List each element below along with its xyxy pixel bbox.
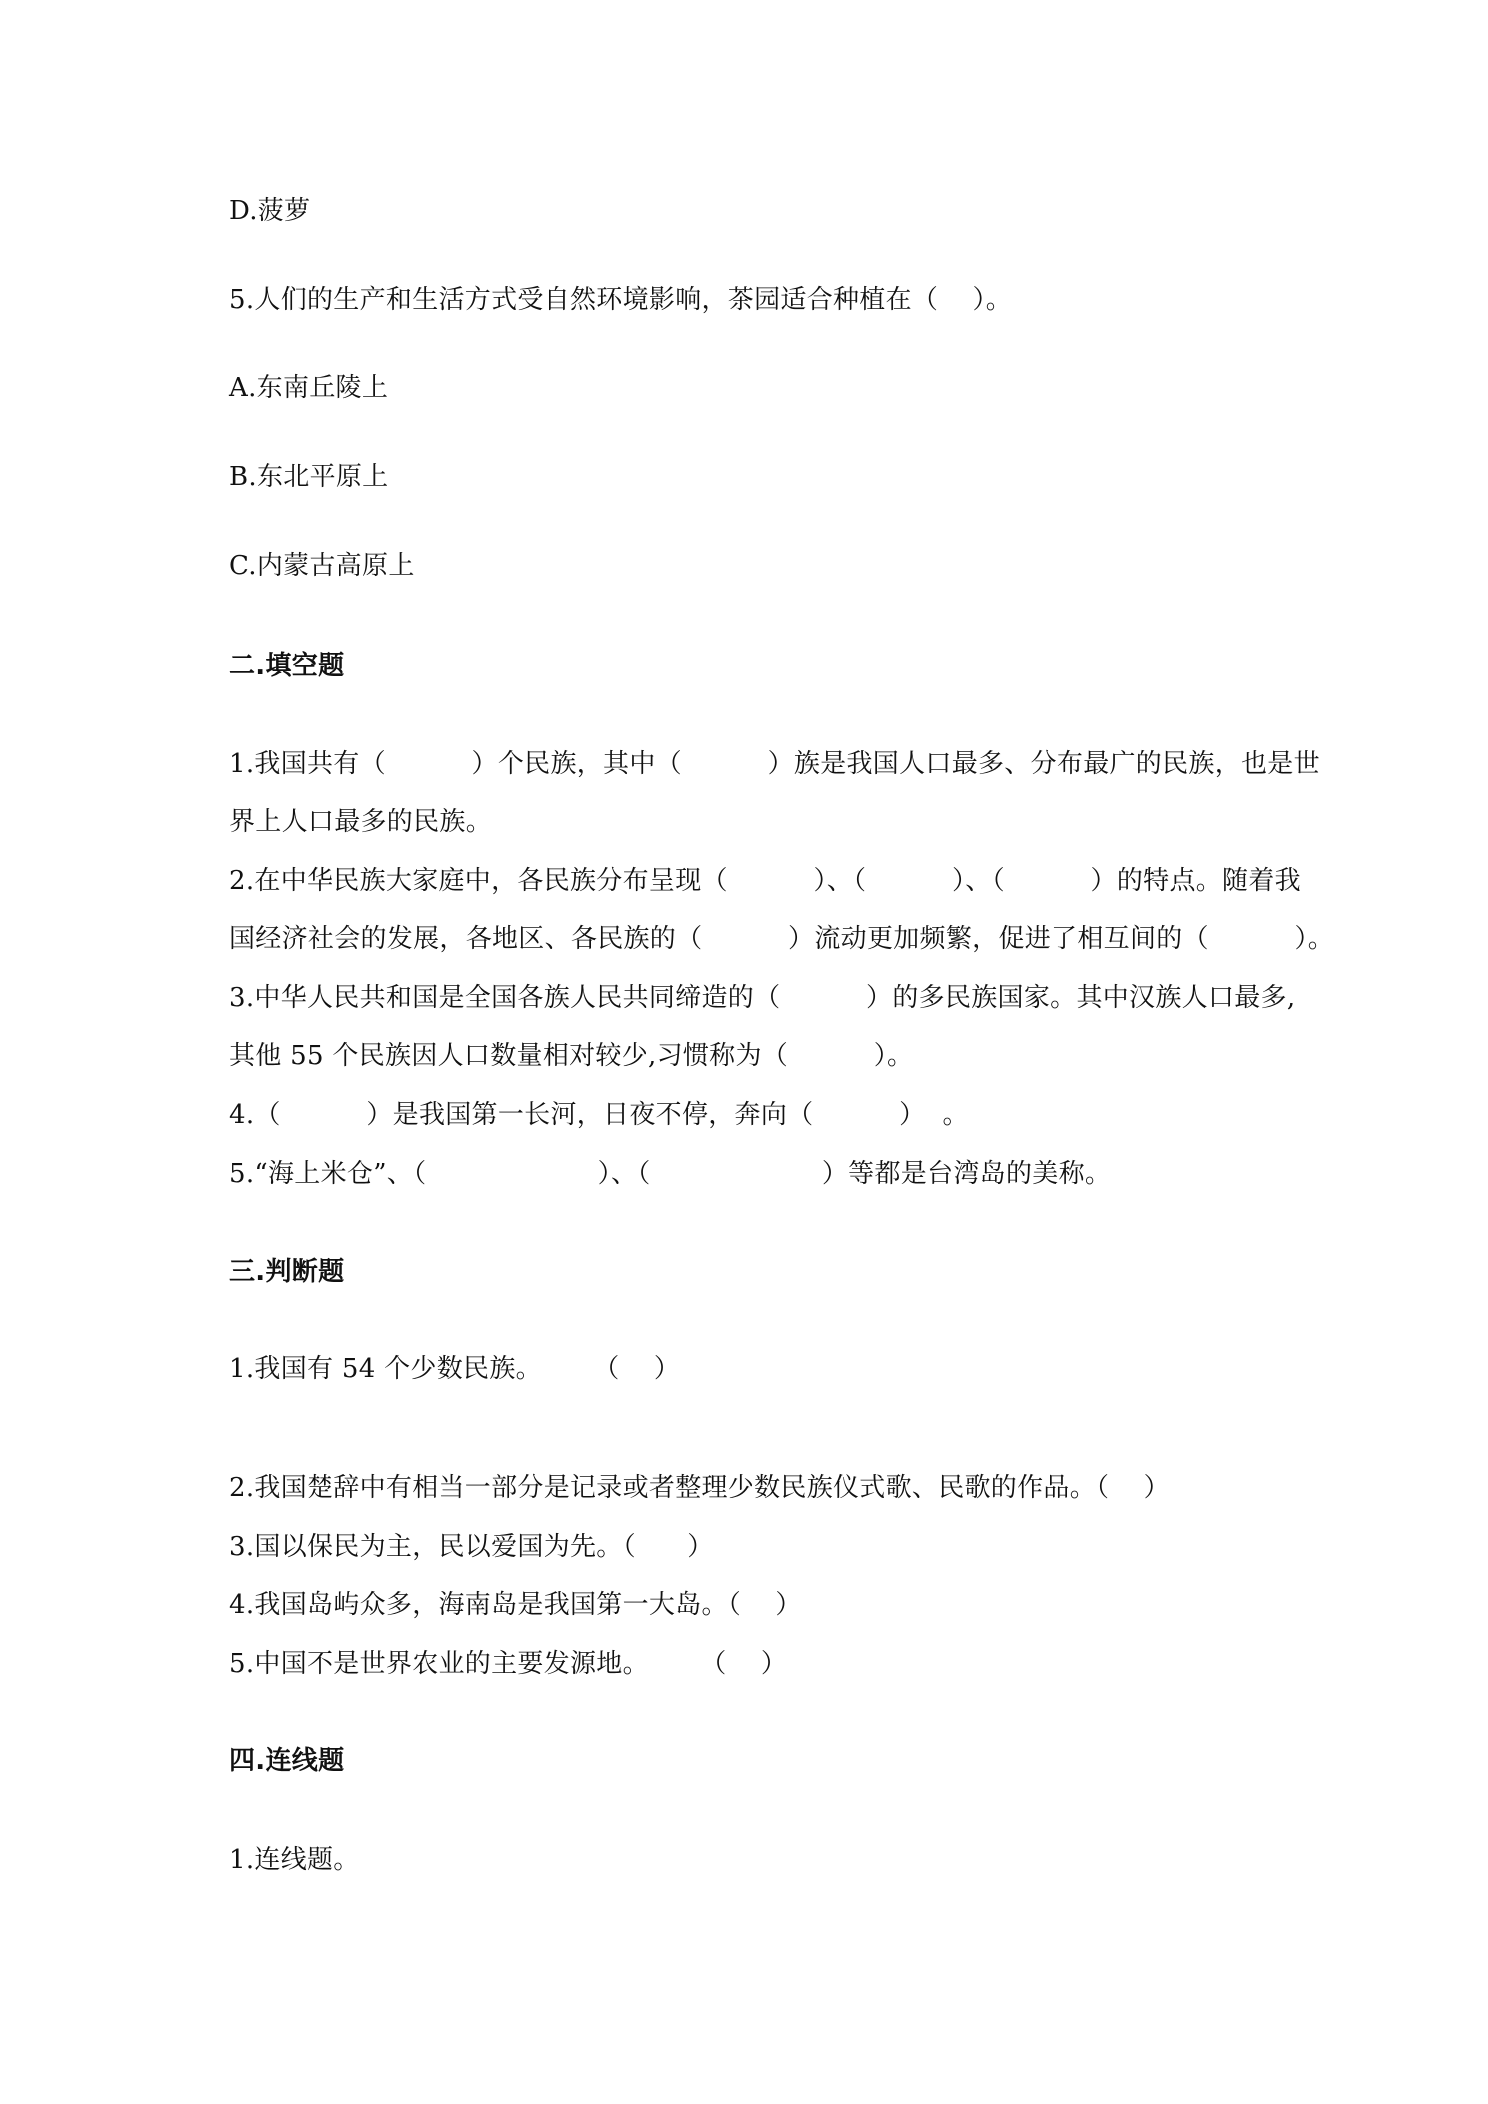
fill-q4: 4.（ ）是我国第一长河，日夜不停，奔向（ ） 。 [229, 1100, 969, 1130]
fill-q1-line2: 界上人口最多的民族。 [229, 807, 493, 837]
fill-q3-line1: 3.中华人民共和国是全国各族人民共同缔造的（ ）的多民族国家。其中汉族人口最多, [229, 983, 1296, 1013]
fill-q3-line2: 其他 55 个民族因人口数量相对较少,习惯称为（ ）。 [229, 1041, 914, 1071]
option-d-q4: D.菠萝 [229, 196, 311, 226]
judge-q3: 3.国以保民为主，民以爱国为先。（ ） [229, 1532, 714, 1562]
judge-q2: 2.我国楚辞中有相当一部分是记录或者整理少数民族仪式歌、民歌的作品。（ ） [229, 1473, 1170, 1503]
section-heading-fill-in: 二.填空题 [229, 651, 345, 681]
option-b-q5: B.东北平原上 [229, 462, 389, 492]
matching-q1: 1.连线题。 [229, 1845, 360, 1875]
fill-q2-line1: 2.在中华民族大家庭中，各民族分布呈现（ ）、（ ）、（ ）的特点。随着我 [229, 866, 1301, 896]
option-a-q5: A.东南丘陵上 [229, 373, 389, 403]
judge-q5: 5.中国不是世界农业的主要发源地。 （ ） [229, 1649, 788, 1679]
judge-q4: 4.我国岛屿众多，海南岛是我国第一大岛。（ ） [229, 1590, 802, 1620]
fill-q2-line2: 国经济社会的发展，各地区、各民族的（ ）流动更加频繁，促进了相互间的（ ）。 [229, 924, 1335, 954]
fill-q5: 5.“海上米仓”、（ ）、（ ）等都是台湾岛的美称。 [229, 1159, 1112, 1189]
option-c-q5: C.内蒙古高原上 [229, 551, 415, 581]
section-heading-matching: 四.连线题 [229, 1746, 345, 1776]
judge-q1: 1.我国有 54 个少数民族。 （ ） [229, 1354, 681, 1384]
question-5-stem: 5.人们的生产和生活方式受自然环境影响，茶园适合种植在（ ）。 [229, 285, 1013, 315]
fill-q1-line1: 1.我国共有（ ）个民族，其中（ ）族是我国人口最多、分布最广的民族，也是世 [229, 749, 1320, 779]
section-heading-true-false: 三.判断题 [229, 1257, 345, 1287]
